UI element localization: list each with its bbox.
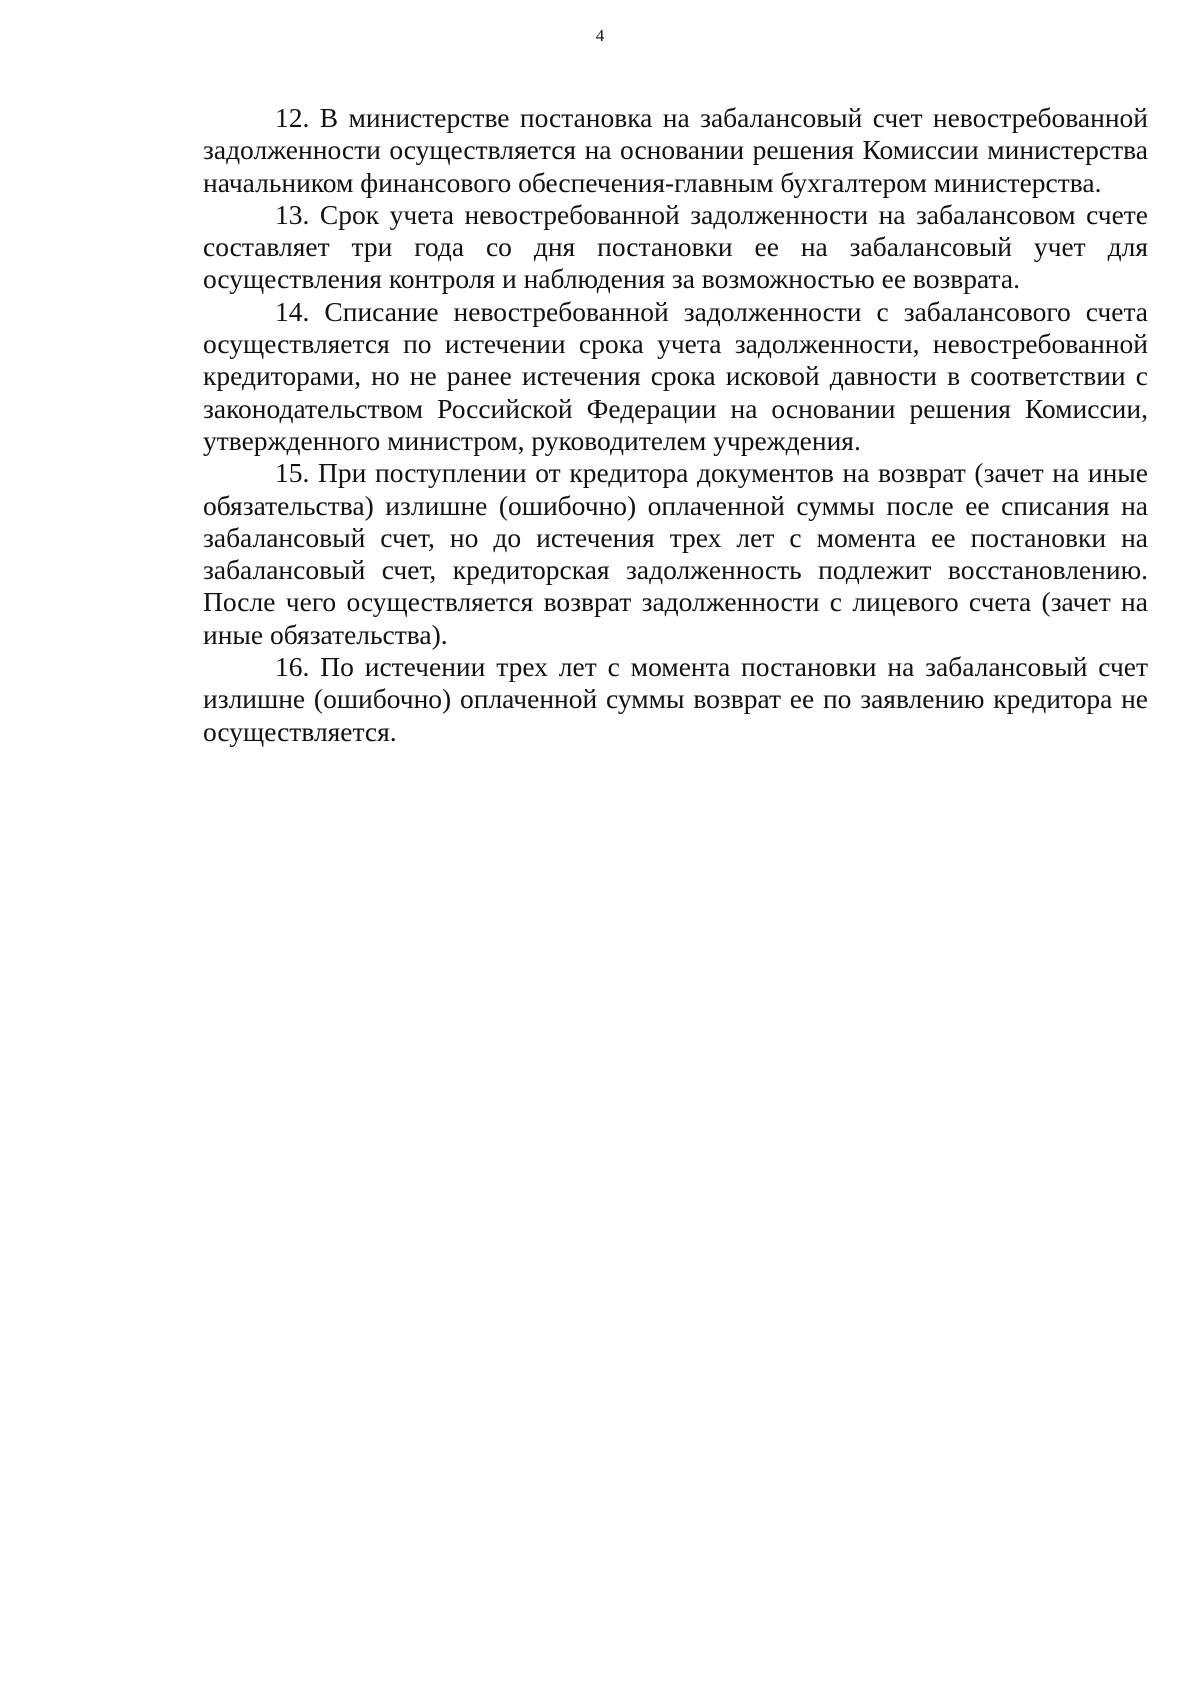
paragraph-13 — [203, 199, 1148, 296]
paragraph-text: Списание невостребованной задолженности с забалансового счета осуществляется по истечении срока учета задолженности, невостребованной кредиторами, но не ранее истечения срока исковой давности в соответствии с законодательством Российской Федерации на основании решения Комиссии, утвержденного министром, руководителем учреждения. — [203, 295, 1148, 456]
paragraph-text: При поступлении от кредитора документов на возврат (зачет на иные обязательства) излишне (ошибочно) оплаченной суммы после ее списания на забалансовый счет, но до истечения трех лет с момента ее постановки на забалансовый счет, кредиторская задолженность подлежит восстановлению. После чего осуществляется возврат задолженности с лицевого счета (зачет на иные обязательства). — [203, 457, 1148, 650]
paragraph-number: 12. — [275, 102, 310, 133]
paragraph-14 — [203, 296, 1148, 457]
paragraph-number: 15. — [275, 457, 310, 489]
paragraph-15 — [203, 457, 1148, 651]
paragraph-16 — [203, 651, 1148, 748]
paragraph-12 — [203, 102, 1148, 199]
paragraph-text: Срок учета невостребованной задолженности на забалансовом счете составляет три года со дня постановки ее на забалансовый учет для осуществления контроля и наблюдения за возможностью ее возврата. — [203, 198, 1149, 295]
paragraph-number: 14. — [275, 295, 310, 327]
paragraph-number: 13. — [275, 198, 310, 230]
paragraph-text: По истечении трех лет с момента постановки на забалансовый счет излишне (ошибочно) оплаченной суммы возврат ее по заявлению кредитора не осуществляется. — [203, 651, 1148, 747]
paragraph-text: В министерстве постановка на забалансовый счет невостребованной задолженности осуществляется на основании решения Комиссии министерства начальником финансового обеспечения-главным бухгалтером министерства. — [203, 102, 1149, 198]
document-body — [203, 102, 1148, 748]
paragraph-number: 16. — [275, 651, 310, 683]
page-number: 4 — [595, 26, 605, 45]
